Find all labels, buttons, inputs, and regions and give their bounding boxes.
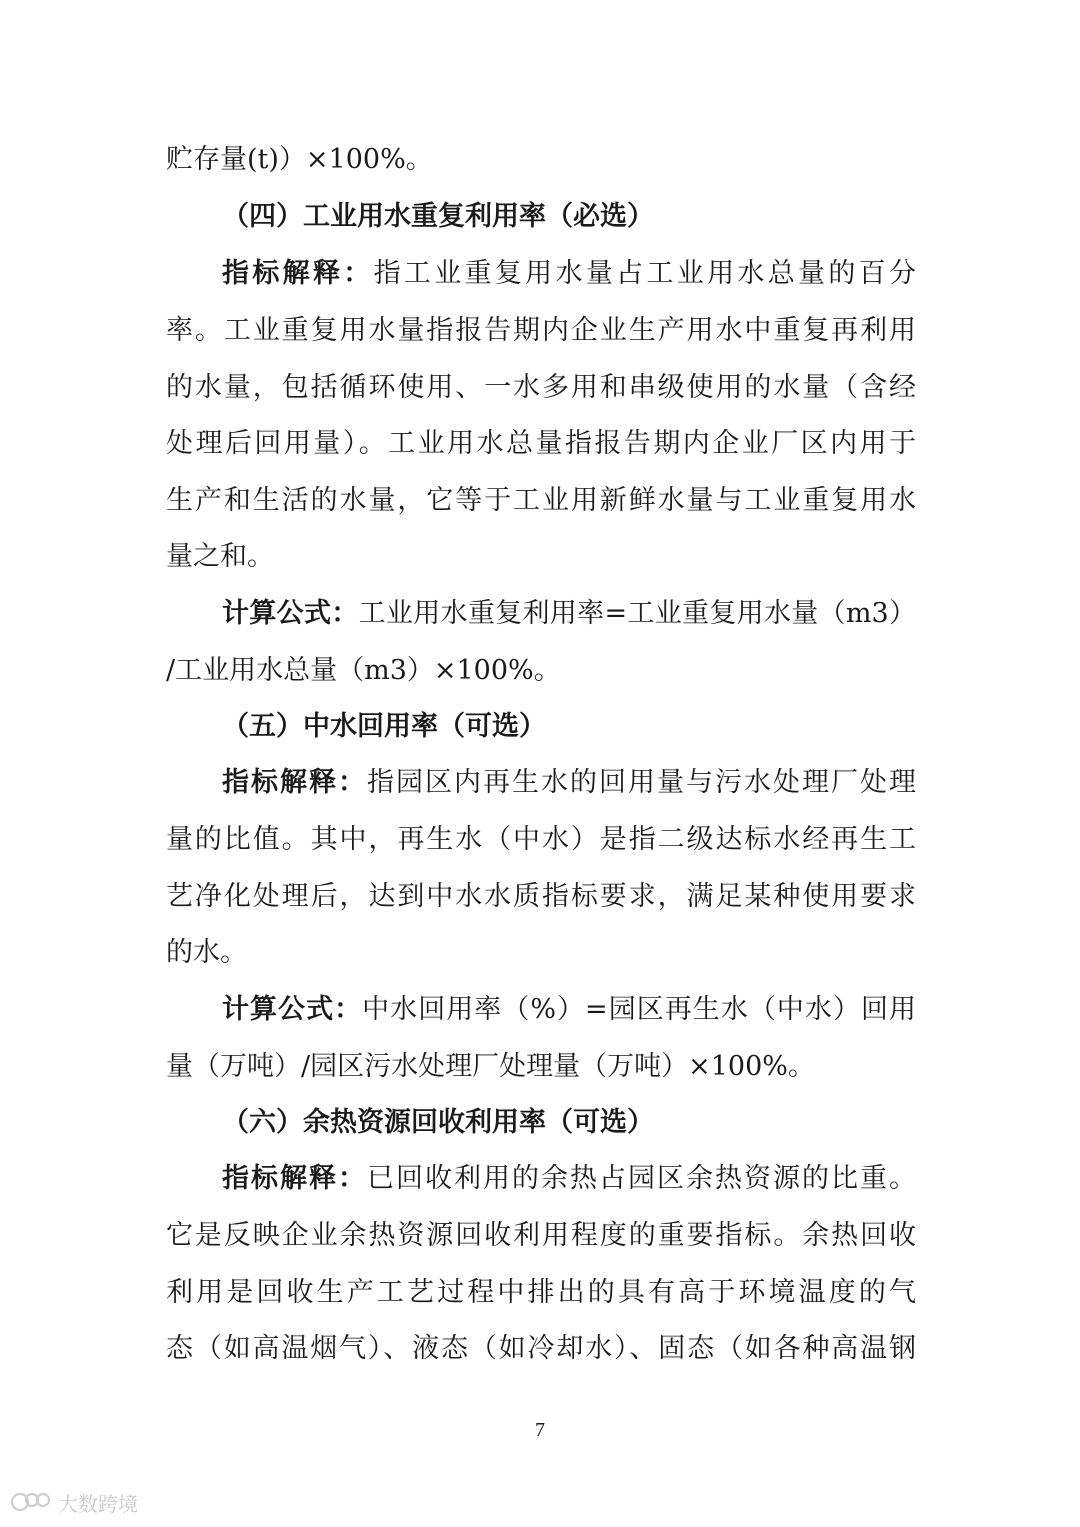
paragraph-line <box>222 254 916 294</box>
text-line: 态（如高温烟气）、液态（如冷却水）、固态（如各种高温钢 <box>166 1333 916 1364</box>
section-heading: （六）余热资源回收利用率（可选） <box>222 1107 654 1138</box>
label-indicator-explanation: 指标解释： <box>222 767 367 798</box>
text-line: 量之和。 <box>166 541 274 572</box>
text-line: 量（万吨）/园区污水处理厂处理量（万吨）×100%。 <box>166 1051 815 1082</box>
paragraph-line <box>222 990 916 1030</box>
label-formula: 计算公式： <box>222 598 359 629</box>
text-line: /工业用水总量（m3）×100%。 <box>166 655 561 686</box>
paragraph-line <box>222 763 916 803</box>
label-indicator-explanation: 指标解释： <box>222 258 374 289</box>
text-span: 工业用水重复利用率=工业重复用水量（m3） <box>358 598 917 629</box>
text-line: 的水。 <box>166 937 247 968</box>
text-line: 利用是回收生产工艺过程中排出的具有高于环境温度的气 <box>166 1277 916 1308</box>
page-number: 7 <box>535 1419 545 1441</box>
label-indicator-explanation: 指标解释： <box>222 1163 367 1194</box>
label-formula: 计算公式： <box>222 994 363 1025</box>
text-line: 它是反映企业余热资源回收利用程度的重要指标。余热回收 <box>166 1220 916 1251</box>
watermark-text: 大数跨境 <box>58 1491 138 1516</box>
text-line: 处理后回用量）。工业用水总量指报告期内企业厂区内用于 <box>166 428 916 459</box>
text-span: 指工业重复用水量占工业用水总量的百分 <box>373 258 917 289</box>
text-span: 指园区内再生水的回用量与污水处理厂处理 <box>367 767 916 798</box>
text-line: 艺净化处理后，达到中水水质指标要求，满足某种使用要求 <box>166 881 916 912</box>
paragraph-line <box>222 1159 916 1199</box>
text-span: 中水回用率（%）=园区再生水（中水）回用 <box>362 994 917 1025</box>
text-line: 的水量，包括循环使用、一水多用和串级使用的水量（含经 <box>166 372 916 403</box>
watermark <box>10 1488 138 1516</box>
text-line: 率。工业重复用水量指报告期内企业生产用水中重复再利用 <box>166 315 916 346</box>
text-span: 已回收利用的余热占园区余热资源的比重。 <box>367 1163 916 1194</box>
paragraph-line <box>222 594 916 634</box>
text-line: 量的比值。其中，再生水（中水）是指二级达标水经再生工 <box>166 824 916 855</box>
text-line: 贮存量(t)）×100%。 <box>166 144 433 175</box>
section-heading: （四）工业用水重复利用率（必选） <box>222 201 654 232</box>
text-line: 生产和生活的水量，它等于工业用新鲜水量与工业重复用水 <box>166 485 916 516</box>
section-heading: （五）中水回用率（可选） <box>222 711 546 742</box>
watermark-logo-icon <box>10 1490 54 1514</box>
